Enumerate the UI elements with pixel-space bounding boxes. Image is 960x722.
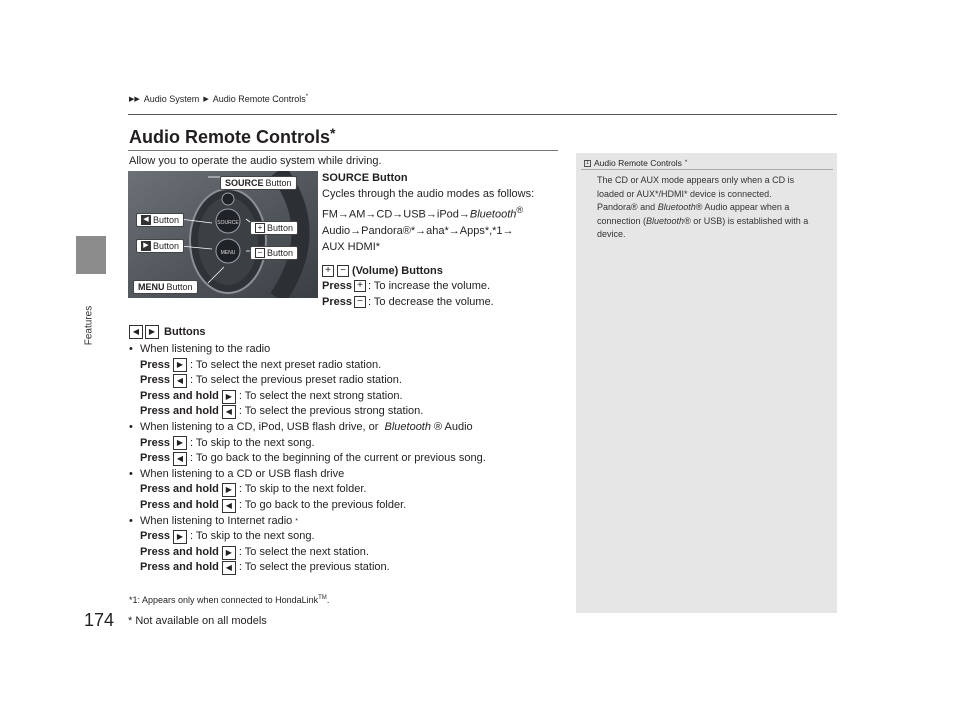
models-footnote: * Not available on all models: [128, 615, 267, 627]
right-arrow-icon: ▶: [173, 530, 187, 544]
bullet-icon: •: [129, 514, 133, 527]
plus-icon: +: [255, 223, 265, 233]
left-arrow-icon: ◀: [129, 325, 143, 339]
action-line: Press ▶ : To skip to the next song.: [140, 436, 315, 449]
right-arrow-icon: ▶: [173, 436, 187, 450]
action-line: Press ◀ : To select the previous preset radio station.: [140, 374, 402, 387]
svg-text:SOURCE: SOURCE: [217, 220, 239, 226]
action-line: Press ◀ : To go back to the beginning of the current or previous song.: [140, 452, 486, 465]
source-line4: AUX HDMI*: [322, 240, 381, 253]
right-button-callout: ▶ Button: [136, 239, 184, 253]
action-line: Press and hold ▶ : To skip to the next folder.: [140, 483, 367, 496]
list-item: • When listening to a CD or USB flash drive: [129, 467, 569, 483]
list-item: • When listening to Internet radio *: [129, 514, 569, 530]
plus-icon: +: [322, 265, 334, 277]
sidebar-body: The CD or AUX mode appears only when a CD is loaded or AUX*/HDMI* device is connected. Pandora® and Bluetooth® Audio appear when a connection (Bluetooth® or USB) is established with a device.: [597, 175, 809, 239]
sidebar-heading: 1 Audio Remote Controls *: [584, 158, 687, 168]
plus-button-callout: + Button: [250, 221, 298, 235]
chapter-label: Features: [83, 305, 95, 346]
chapter-tab: [76, 236, 106, 274]
header-rule: [128, 114, 837, 115]
left-arrow-icon: ◀: [141, 215, 151, 225]
svg-text:MENU: MENU: [220, 250, 236, 256]
arrow-buttons-heading: ◀ ▶ Buttons: [129, 325, 206, 339]
source-line1: Cycles through the audio modes as follows:: [322, 188, 535, 200]
steering-controls-photo: [128, 171, 318, 298]
list-item: • When listening to a CD, iPod, USB flash drive, or Bluetooth ® Audio: [129, 420, 569, 436]
minus-icon: −: [255, 248, 265, 258]
left-arrow-icon: ◀: [173, 452, 187, 466]
right-arrow-icon: ▶: [222, 546, 236, 560]
page-title: Audio Remote Controls*: [129, 125, 336, 147]
right-arrow-icon: ▶: [222, 483, 236, 497]
right-arrow-icon: ▶: [141, 241, 151, 251]
page-number: 174: [84, 610, 115, 630]
title-rule: [128, 150, 558, 151]
left-arrow-icon: ◀: [222, 405, 236, 419]
source-line3: Audio→Pandora®*→aha*→Apps*,*1→: [322, 224, 514, 237]
bullet-icon: •: [129, 343, 133, 355]
footnote-hondalink: *1: Appears only when connected to HondaLink™.: [129, 595, 330, 605]
plus-icon: +: [354, 280, 366, 292]
source-heading: SOURCE Button: [322, 172, 408, 184]
volume-up-line: Press + : To increase the volume.: [322, 280, 491, 292]
breadcrumb-arrow-icon: ▶: [203, 96, 209, 103]
list-item: • When listening to the radio: [129, 342, 569, 358]
action-line: Press ▶ : To select the next preset radio station.: [140, 358, 382, 371]
action-line: Press ▶ : To skip to the next song.: [140, 530, 315, 543]
bullet-icon: •: [129, 420, 133, 433]
minus-icon: −: [337, 265, 349, 277]
left-arrow-icon: ◀: [222, 561, 236, 575]
source-description: [322, 170, 562, 255]
minus-icon: −: [354, 296, 366, 308]
left-arrow-icon: ◀: [173, 374, 187, 388]
intro-text: Allow you to operate the audio system while driving.: [129, 155, 382, 167]
breadcrumb: [129, 94, 308, 104]
sidebar-rule: [581, 169, 833, 170]
minus-button-callout: − Button: [250, 246, 298, 260]
right-arrow-icon: ▶: [173, 358, 187, 372]
breadcrumb-section[interactable]: Audio System: [143, 94, 200, 104]
source-line2: FM→AM→CD→USB→iPod→Bluetooth®: [322, 205, 524, 221]
action-line: Press and hold ▶ : To select the next strong station.: [140, 389, 403, 402]
left-arrow-icon: ◀: [222, 499, 236, 513]
left-button-callout: ◀ Button: [136, 213, 184, 227]
breadcrumb-page[interactable]: Audio Remote Controls*: [212, 94, 309, 104]
action-line: Press and hold ▶ : To select the next station.: [140, 545, 369, 558]
volume-heading: + − (Volume) Buttons: [322, 265, 443, 277]
volume-down-line: Press − : To decrease the volume.: [322, 296, 494, 308]
action-line: Press and hold ◀ : To select the previous strong station.: [140, 405, 424, 418]
source-button-callout: SOURCE Button: [220, 176, 297, 190]
breadcrumb-arrow-icon: ▶▶: [129, 96, 140, 103]
arrow-buttons-list: [129, 342, 569, 576]
note-number-icon: 1: [584, 160, 591, 167]
bullet-icon: •: [129, 467, 133, 480]
action-line: Press and hold ◀ : To select the previous station.: [140, 561, 390, 574]
right-arrow-icon: ▶: [222, 390, 236, 404]
menu-button-callout: MENU Button: [133, 280, 198, 294]
right-arrow-icon: ▶: [145, 325, 159, 339]
action-line: Press and hold ◀ : To go back to the previous folder.: [140, 498, 407, 511]
